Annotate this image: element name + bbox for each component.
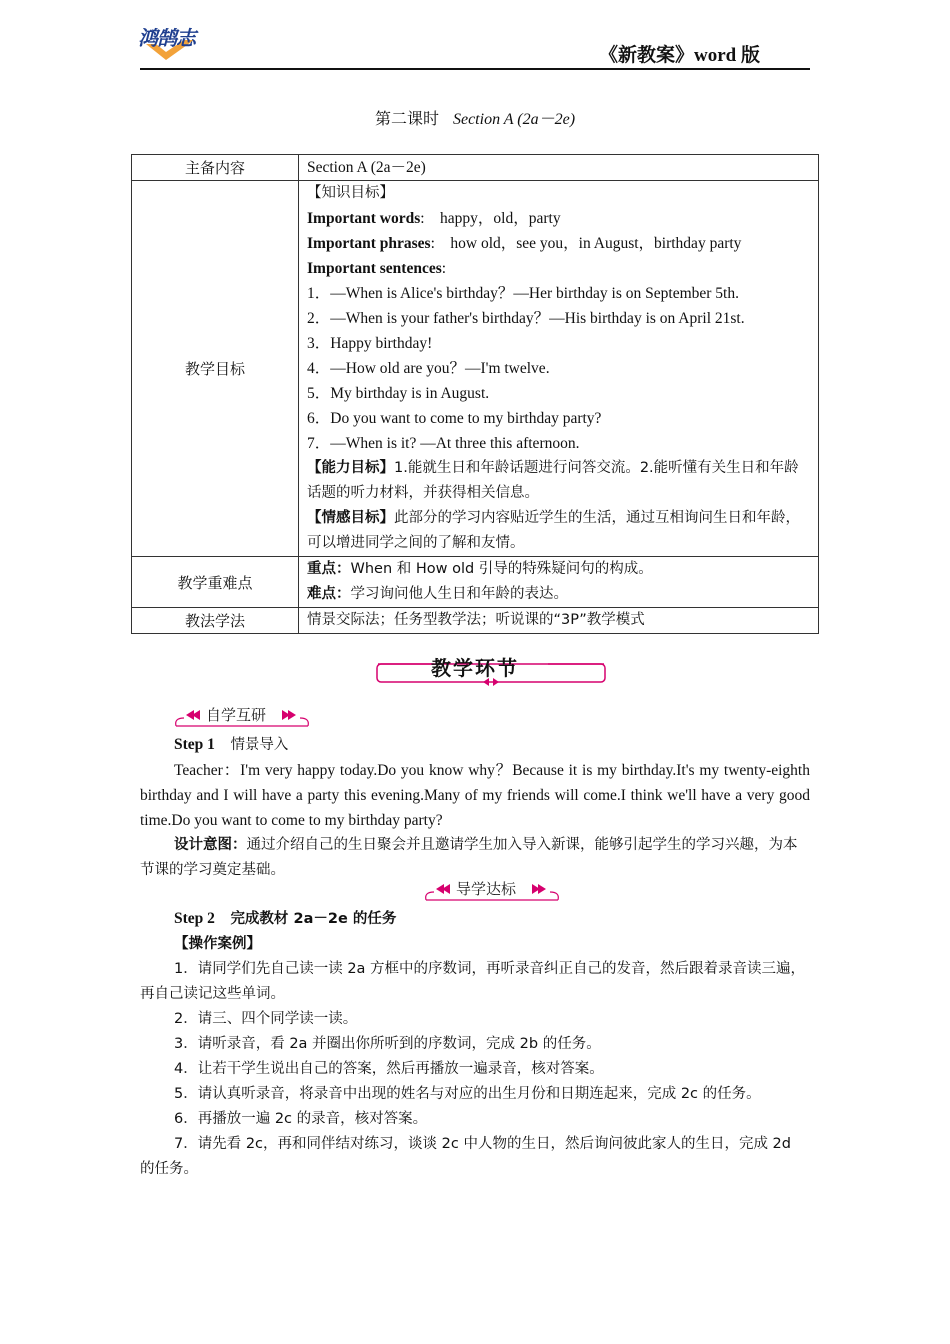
design-intent	[140, 833, 810, 883]
difficult-point	[307, 582, 810, 607]
sentences-colon: :	[441, 260, 447, 277]
row-content	[299, 608, 819, 634]
header-divider	[140, 68, 810, 70]
row-label: 教学重难点	[132, 557, 299, 608]
table-row	[132, 181, 819, 557]
sentence-item: 1．—When is Alice's birthday？—Her birthday is on September 5th.	[307, 285, 739, 302]
difficult-text: 学习询问他人生日和年龄的表达。	[350, 586, 568, 602]
important-words	[307, 206, 810, 231]
main-content-text: Section A (2a－2e)	[307, 159, 426, 176]
lesson-title-section: Section A (2a－2e)	[452, 111, 576, 128]
ability-goal	[307, 456, 810, 506]
lesson-title-cn: 第二课时	[374, 111, 439, 128]
list-item: 1．请同学们先自己读一读 2a 方框中的序数词，再听录音纠正自己的发音，然后跟着录音读三遍，再自己读记这些单词。	[140, 961, 806, 1002]
table-row	[132, 608, 819, 634]
step1-title-cn: 情景导入	[230, 737, 289, 753]
row-content	[299, 181, 819, 557]
design-heading: 设计意图：	[174, 837, 247, 853]
section-banner-title: 教学环节	[431, 656, 519, 680]
emotion-text: 此部分的学习内容贴近学生的生活，通过互相询问生日和年龄，可以增进同学之间的了解和友情。	[307, 510, 800, 551]
sentence-item: 3．Happy birthday!	[307, 335, 433, 352]
phrases-text: : how old，see you，in August，birthday party	[430, 235, 742, 252]
step1-title-en: Step 1	[174, 736, 215, 753]
table-row	[132, 557, 819, 608]
phrases-label: Important phrases	[307, 235, 431, 252]
key-point	[307, 557, 810, 582]
list-item: 3．请听录音，看 2a 并圈出你所听到的序数词，完成 2b 的任务。	[174, 1036, 601, 1052]
sentence-item: 2．—When is your father's birthday？—His birthday is on April 21st.	[307, 310, 745, 327]
header-title: 《新教案》word 版	[599, 45, 760, 66]
sentences-label: Important sentences	[307, 260, 442, 277]
key-heading: 重点：	[307, 561, 351, 577]
words-label: Important words	[307, 210, 421, 227]
emotion-heading: 【情感目标】	[307, 510, 394, 526]
important-sentences	[307, 256, 810, 281]
step2-heading	[140, 906, 810, 932]
row-label: 主备内容	[132, 155, 299, 181]
list-item: 6．再播放一遍 2c 的录音，核对答案。	[174, 1111, 428, 1127]
list-item: 4．让若干学生说出自己的答案，然后再播放一遍录音，核对答案。	[174, 1061, 604, 1077]
ability-text: 1.能就生日和年龄话题进行问答交流。2.能听懂有关生日和年龄话题的听力材料，并获得相关信息。	[307, 460, 799, 501]
key-text: When 和 How old 引导的特殊疑问句的构成。	[350, 561, 653, 577]
sentence-item: 4．—How old are you？—I'm twelve.	[307, 360, 550, 377]
step1-heading	[140, 732, 810, 758]
important-phrases	[307, 231, 810, 256]
case-heading: 【操作案例】	[174, 936, 261, 952]
step1-block	[140, 732, 810, 883]
sentence-item: 6．Do you want to come to my birthday party?	[307, 410, 602, 427]
teacher-paragraph: Teacher：I'm very happy today.Do you know why？Because it is my birthday.It's my twenty-eighth birthday and I will have a party this evening.Many of my friends will come.I think we'll have a very good time.Do you want to come to my birthday party?	[140, 762, 810, 829]
tag-guided-study: 导学达标	[456, 880, 517, 898]
step2-block	[140, 906, 810, 1182]
ability-heading: 【能力目标】	[307, 460, 394, 476]
logo	[138, 18, 238, 64]
lesson-title	[0, 106, 950, 129]
list-item: 7．请先看 2c，再和同伴结对练习，谈谈 2c 中人物的生日，然后询问彼此家人的生日，完成 2d 的任务。	[140, 1136, 791, 1177]
row-label: 教学目标	[132, 181, 299, 557]
logo-text: 鸿鹄志	[138, 26, 195, 50]
table-row	[132, 155, 819, 181]
step2-title-cn: 完成教材 2a－2e 的任务	[230, 911, 397, 927]
tag-self-study: 自学互研	[206, 706, 267, 724]
design-text: 通过介绍自己的生日聚会并且邀请学生加入导入新课，能够引起学生的学习兴趣，为本节课的学习奠定基础。	[140, 837, 798, 878]
sentence-item: 7．—When is it? —At three this afternoon.	[307, 435, 580, 452]
method-text: 情景交际法；任务型教学法；听说课的“3P”教学模式	[307, 612, 645, 628]
list-item: 5．请认真听录音，将录音中出现的姓名与对应的出生月份和日期连起来，完成 2c 的任务。	[174, 1086, 761, 1102]
row-content	[299, 155, 819, 181]
words-text: : happy，old，party	[420, 210, 561, 227]
difficult-heading: 难点：	[307, 586, 351, 602]
row-content	[299, 557, 819, 608]
lesson-plan-table	[131, 154, 819, 634]
emotion-goal	[307, 506, 810, 556]
knowledge-heading: 【知识目标】	[307, 185, 394, 201]
row-label: 教法学法	[132, 608, 299, 634]
step2-title-en: Step 2	[174, 910, 215, 927]
list-item: 2．请三、四个同学读一读。	[174, 1011, 358, 1027]
sentence-item: 5．My birthday is in August.	[307, 385, 490, 402]
